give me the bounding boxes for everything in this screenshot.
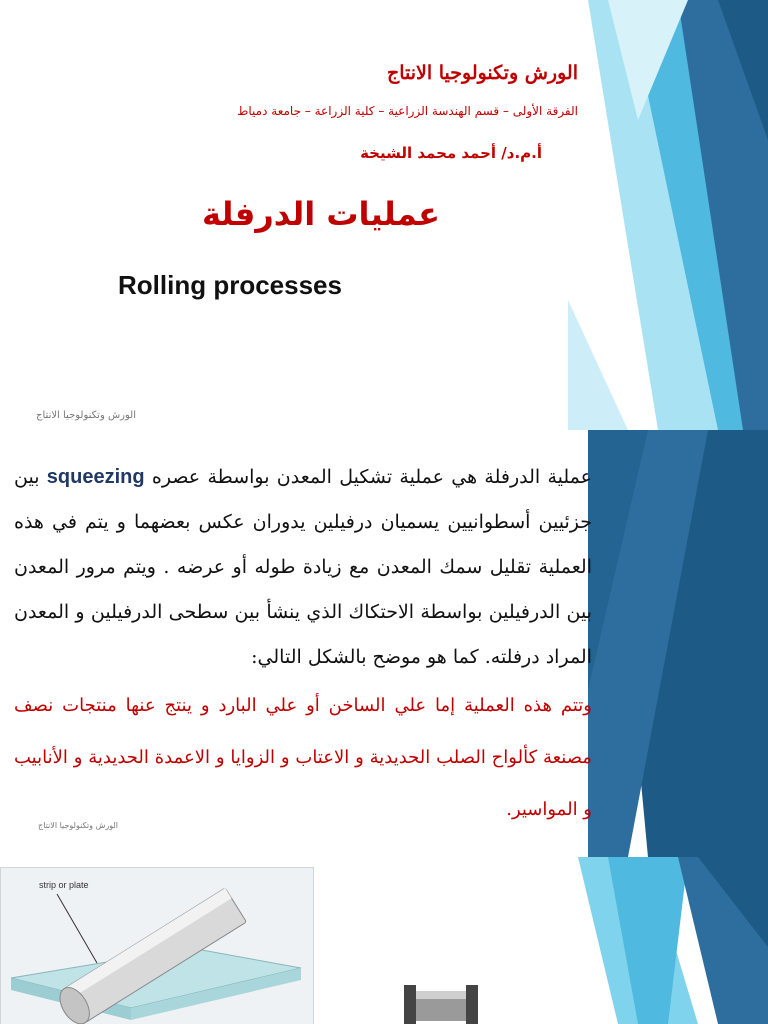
slide-decoration [588, 430, 768, 857]
title-arabic: عمليات الدرفلة [201, 195, 440, 233]
term-squeezing: squeezing [46, 466, 145, 488]
author-name: أ.م.د/ أحمد محمد الشيخة [360, 144, 542, 162]
department-line: الفرقة الأولى – قسم الهندسة الزراعية – كلية الزراعة – جامعة دمياط [237, 104, 578, 118]
para1-text-end: بين جزئيين أسطوانيين يسميان درفيلين يدوران عكس بعضهما و يتم في هذه العملية تقليل سمك المعدن مع زيادة طوله أو عرضه . ويتم مرور المعدن بين الدرفيلين بواسطة الاحتكاك الذي ينشأ بين سطحى الدرفيلين و المعدن المراد درفلته. كما هو موضح بالشكل التالي: [14, 466, 592, 668]
slide-footer: الورش وتكنولوجيا الانتاج [36, 410, 136, 421]
slide-footer: الورش وتكنولوجيا الانتاج [38, 821, 118, 830]
slide-decoration [568, 0, 768, 430]
para1-text-start: عملية الدرفلة هي عملية تشكيل المعدن بواسطة عصره [151, 466, 592, 488]
rolling-figure [0, 867, 314, 1024]
figure-label: strip or plate [39, 880, 89, 890]
paragraph-products: وتتم هذه العملية إما علي الساخن أو علي البارد و ينتج عنها منتجات نصف مصنعة كألواح الصلب الحديدية و الاعتاب و الزوايا و الاعمدة الحديدية و الأنابيب و المواسير. [14, 695, 592, 820]
slide-figure [0, 857, 768, 1024]
slide-decoration [578, 857, 768, 1024]
roll-cylinder-icon [404, 981, 484, 1024]
slide-definition [0, 430, 768, 857]
title-english: Rolling processes [118, 270, 342, 300]
slide-title [0, 0, 768, 430]
rolling-diagram [1, 868, 315, 1024]
course-title: الورش وتكنولوجيا الانتاج [386, 62, 578, 84]
paragraph-definition [14, 455, 592, 680]
